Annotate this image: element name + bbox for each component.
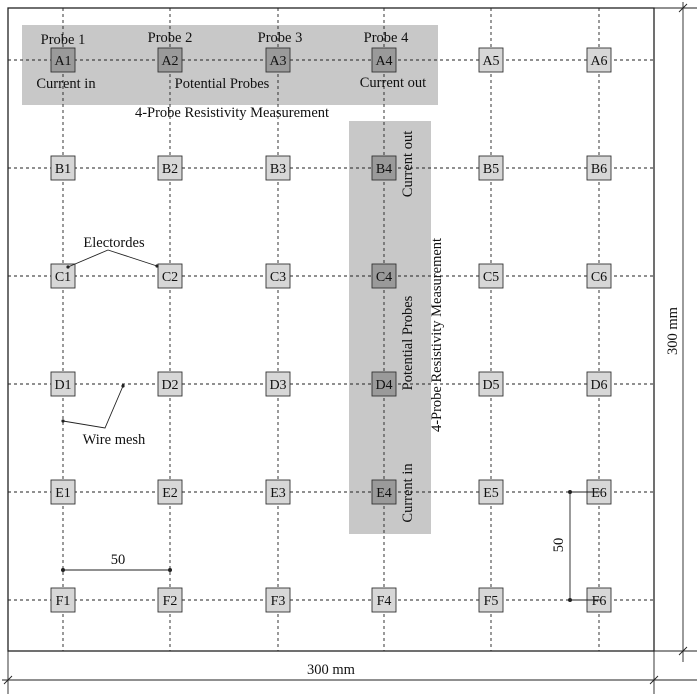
probe-1-label: Probe 1 <box>40 32 86 48</box>
electrode-c6 <box>587 264 611 288</box>
electrode-f2-label: F2 <box>162 594 178 609</box>
current-out-label: Current out <box>359 75 427 91</box>
electrode-f2 <box>158 588 182 612</box>
electrode-b3-label: B3 <box>269 162 287 177</box>
electrode-a1 <box>51 48 75 72</box>
electrode-c3-label: C3 <box>269 270 287 285</box>
horizontal-measurement-title: 4-Probe Resistivity Measurement <box>134 105 330 121</box>
electrode-c5-label: C5 <box>482 270 500 285</box>
electrode-a2-label: A2 <box>161 54 179 69</box>
wire-mesh-leader-dot-a <box>61 419 64 422</box>
electrodes-label: Electordes <box>83 235 145 251</box>
spacing-dim-h-dot-left <box>61 568 65 572</box>
electrode-e3 <box>266 480 290 504</box>
electrode-c2 <box>158 264 182 288</box>
vertical-current-in-label: Current in <box>400 463 416 523</box>
electrode-e6-label: E6 <box>591 486 607 501</box>
vertical-current-out-label: Current out <box>400 130 416 198</box>
electrode-d5-label: D5 <box>482 378 500 393</box>
electrode-e2-label: E2 <box>162 486 178 501</box>
vertical-potential-probes-label: Potential Probes <box>400 295 416 391</box>
electrode-f5 <box>479 588 503 612</box>
electrode-c6-label: C6 <box>590 270 608 285</box>
electrode-b6-label: B6 <box>590 162 608 177</box>
electrode-d3 <box>266 372 290 396</box>
vertical-measurement-title: 4-Probe Resistivity Measurement <box>429 237 445 433</box>
electrode-d1-label: D1 <box>54 378 72 393</box>
electrode-d4-label: D4 <box>375 378 393 393</box>
vertical-measurement-panel <box>349 121 431 534</box>
electrode-e5 <box>479 480 503 504</box>
electrode-e3-label: E3 <box>270 486 286 501</box>
height-dimension-label: 300 mm <box>665 307 681 355</box>
spacing-h-label: 50 <box>110 552 126 568</box>
spacing-dim-v-dot-top <box>568 490 572 494</box>
wire-mesh-label: Wire mesh <box>82 432 146 448</box>
electrode-b1-label: B1 <box>54 162 72 177</box>
electrode-a6-label: A6 <box>590 54 608 69</box>
electrode-c4-label: C4 <box>375 270 393 285</box>
electrode-a1-label: A1 <box>54 54 72 69</box>
electrode-b5-label: B5 <box>482 162 500 177</box>
wire-mesh-leader-dot-b <box>121 384 124 387</box>
electrode-a5 <box>479 48 503 72</box>
electrode-a2 <box>158 48 182 72</box>
electrode-b5 <box>479 156 503 180</box>
electrode-b6 <box>587 156 611 180</box>
spacing-dim-v-dot-bottom <box>568 598 572 602</box>
electrode-f5-label: F5 <box>483 594 499 609</box>
probe-4-label: Probe 4 <box>363 30 409 46</box>
electrode-a5-label: A5 <box>482 54 500 69</box>
electrode-f1 <box>51 588 75 612</box>
electrodes-leader-dot-left <box>66 265 69 268</box>
electrodes-leader-left <box>68 250 108 267</box>
electrode-e2 <box>158 480 182 504</box>
electrode-f1-label: F1 <box>55 594 71 609</box>
electrode-b1 <box>51 156 75 180</box>
electrode-e1 <box>51 480 75 504</box>
electrode-b2 <box>158 156 182 180</box>
electrode-d6 <box>587 372 611 396</box>
electrode-array <box>51 48 611 612</box>
electrode-a4-label: A4 <box>375 54 393 69</box>
electrode-e1-label: E1 <box>55 486 71 501</box>
electrode-a6 <box>587 48 611 72</box>
electrode-d5 <box>479 372 503 396</box>
electrode-d4 <box>372 372 396 396</box>
electrode-e5-label: E5 <box>483 486 499 501</box>
electrode-d6-label: D6 <box>590 378 608 393</box>
electrode-e4 <box>372 480 396 504</box>
probe-2-label: Probe 2 <box>147 30 193 46</box>
electrode-b2-label: B2 <box>161 162 179 177</box>
electrode-f6-label: F6 <box>591 594 607 609</box>
electrode-b4-label: B4 <box>375 162 393 177</box>
electrode-c3 <box>266 264 290 288</box>
electrode-f4 <box>372 588 396 612</box>
electrode-d2-label: D2 <box>161 378 179 393</box>
electrode-d1 <box>51 372 75 396</box>
spacing-dim-h-dot-right <box>168 568 172 572</box>
electrode-a3 <box>266 48 290 72</box>
electrodes-leader-right <box>108 250 157 266</box>
electrode-c5 <box>479 264 503 288</box>
electrode-a3-label: A3 <box>269 54 287 69</box>
electrode-c1 <box>51 264 75 288</box>
electrode-e4-label: E4 <box>376 486 392 501</box>
electrode-c4 <box>372 264 396 288</box>
electrode-d3-label: D3 <box>269 378 287 393</box>
current-in-label: Current in <box>36 76 96 92</box>
electrode-a4 <box>372 48 396 72</box>
electrode-c2-label: C2 <box>161 270 179 285</box>
electrode-f3 <box>266 588 290 612</box>
electrodes-leader-dot-right <box>155 264 158 267</box>
electrodes-annotation <box>68 250 157 267</box>
electrode-b3 <box>266 156 290 180</box>
electrode-c1-label: C1 <box>54 270 72 285</box>
width-dimension-label: 300 mm <box>307 662 355 678</box>
electrode-d2 <box>158 372 182 396</box>
electrode-b4 <box>372 156 396 180</box>
electrode-f4-label: F4 <box>376 594 392 609</box>
electrode-f3-label: F3 <box>270 594 286 609</box>
spacing-v-label: 50 <box>551 537 567 553</box>
probe-3-label: Probe 3 <box>257 30 303 46</box>
potential-probes-label: Potential Probes <box>174 76 270 92</box>
